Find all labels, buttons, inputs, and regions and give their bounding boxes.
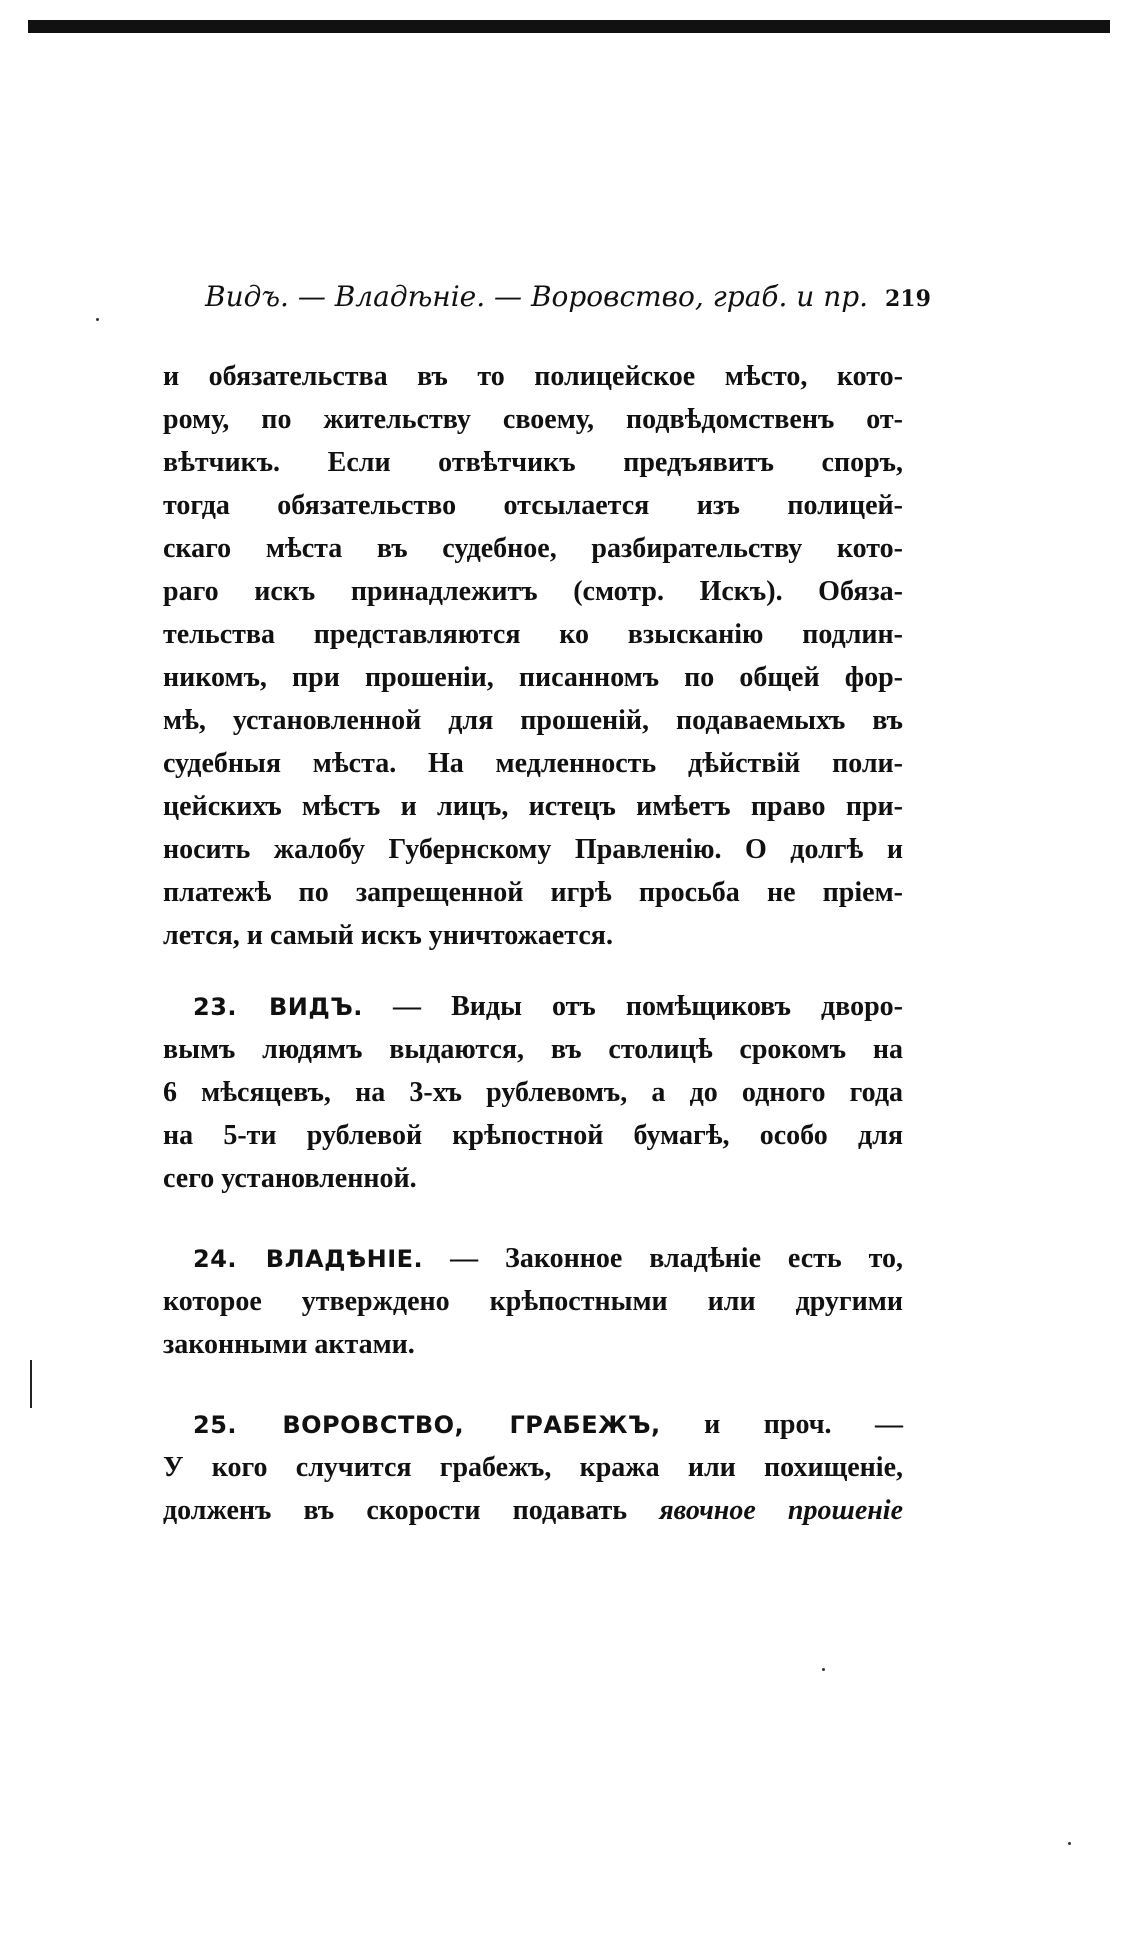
margin-mark — [30, 1360, 32, 1408]
section-lead-text: — Законное владѣніе есть то, — [450, 1243, 904, 1274]
text-line: которое утверждено крѣпостными или другими — [163, 1286, 903, 1317]
text-line: вѣтчикъ. Если отвѣтчикъ предъявитъ споръ, — [163, 447, 903, 478]
print-speck — [822, 1668, 825, 1671]
section-first-line — [163, 985, 903, 1028]
text-line: платежѣ по запрещенной игрѣ просьба не пріем- — [163, 877, 903, 908]
text-line: носить жалобу Губернскому Правленію. О долгѣ и — [163, 834, 903, 865]
text-line: судебныя мѣста. На медленность дѣйствій поли- — [163, 748, 903, 779]
top-border-rule — [28, 20, 1110, 33]
print-speck — [1068, 1842, 1071, 1845]
text-line-final — [163, 1489, 903, 1532]
print-speck — [96, 318, 99, 321]
section-first-line — [163, 1403, 903, 1446]
text-line: сего установленной. — [163, 1163, 417, 1194]
section-23 — [163, 985, 903, 1200]
section-heading: 24. ВЛАДѢНІЕ. — [193, 1245, 424, 1273]
text-line: тельства представляются ко взысканію подлин- — [163, 619, 903, 650]
text-line: раго искъ принадлежитъ (смотр. Искъ). Обяза- — [163, 576, 903, 607]
section-heading: 23. ВИДЪ. — [193, 993, 363, 1021]
section-25 — [163, 1403, 903, 1532]
text-line: на 5-ти рублевой крѣпостной бумагѣ, особо для — [163, 1120, 903, 1151]
text-line: тогда обязательство отсылается изъ полицей- — [163, 490, 903, 521]
section-lead-text: и проч. — — [704, 1409, 904, 1440]
text-line-italic: явочное прошеніе — [659, 1495, 903, 1526]
section-first-line — [163, 1237, 903, 1280]
text-line: и обязательства въ то полицейское мѣсто, кото- — [163, 361, 903, 392]
section-heading: 25. ВОРОВСТВО, ГРАБЕЖЪ, — [193, 1411, 661, 1439]
text-line: У кого случится грабежъ, кража или похищеніе, — [163, 1452, 903, 1483]
text-line-plain: долженъ въ скорости подавать — [163, 1495, 628, 1526]
text-line: 6 мѣсяцевъ, на 3-хъ рублевомъ, а до одного года — [163, 1077, 903, 1108]
text-line: законными актами. — [163, 1329, 415, 1360]
section-lead-text: — Виды отъ помѣщиковъ дворо- — [393, 991, 903, 1022]
running-head-title: Видъ. — Владѣніе. — Воровство, граб. и пр. — [205, 280, 869, 313]
page-number: 219 — [885, 286, 931, 312]
paragraph-continued — [163, 355, 903, 957]
text-line: лется, и самый искъ уничтожается. — [163, 920, 613, 951]
text-line: никомъ, при прошеніи, писанномъ по общей фор- — [163, 662, 903, 693]
text-line: мѣ, установленной для прошеній, подаваемыхъ въ — [163, 705, 903, 736]
running-head — [205, 280, 931, 313]
text-line: цейскихъ мѣстъ и лицъ, истецъ имѣетъ право при- — [163, 791, 903, 822]
text-line: вымъ людямъ выдаются, въ столицѣ срокомъ на — [163, 1034, 903, 1065]
section-24 — [163, 1237, 903, 1366]
text-line: скаго мѣста въ судебное, разбирательству кото- — [163, 533, 903, 564]
text-line: рому, по жительству своему, подвѣдомственъ от- — [163, 404, 903, 435]
